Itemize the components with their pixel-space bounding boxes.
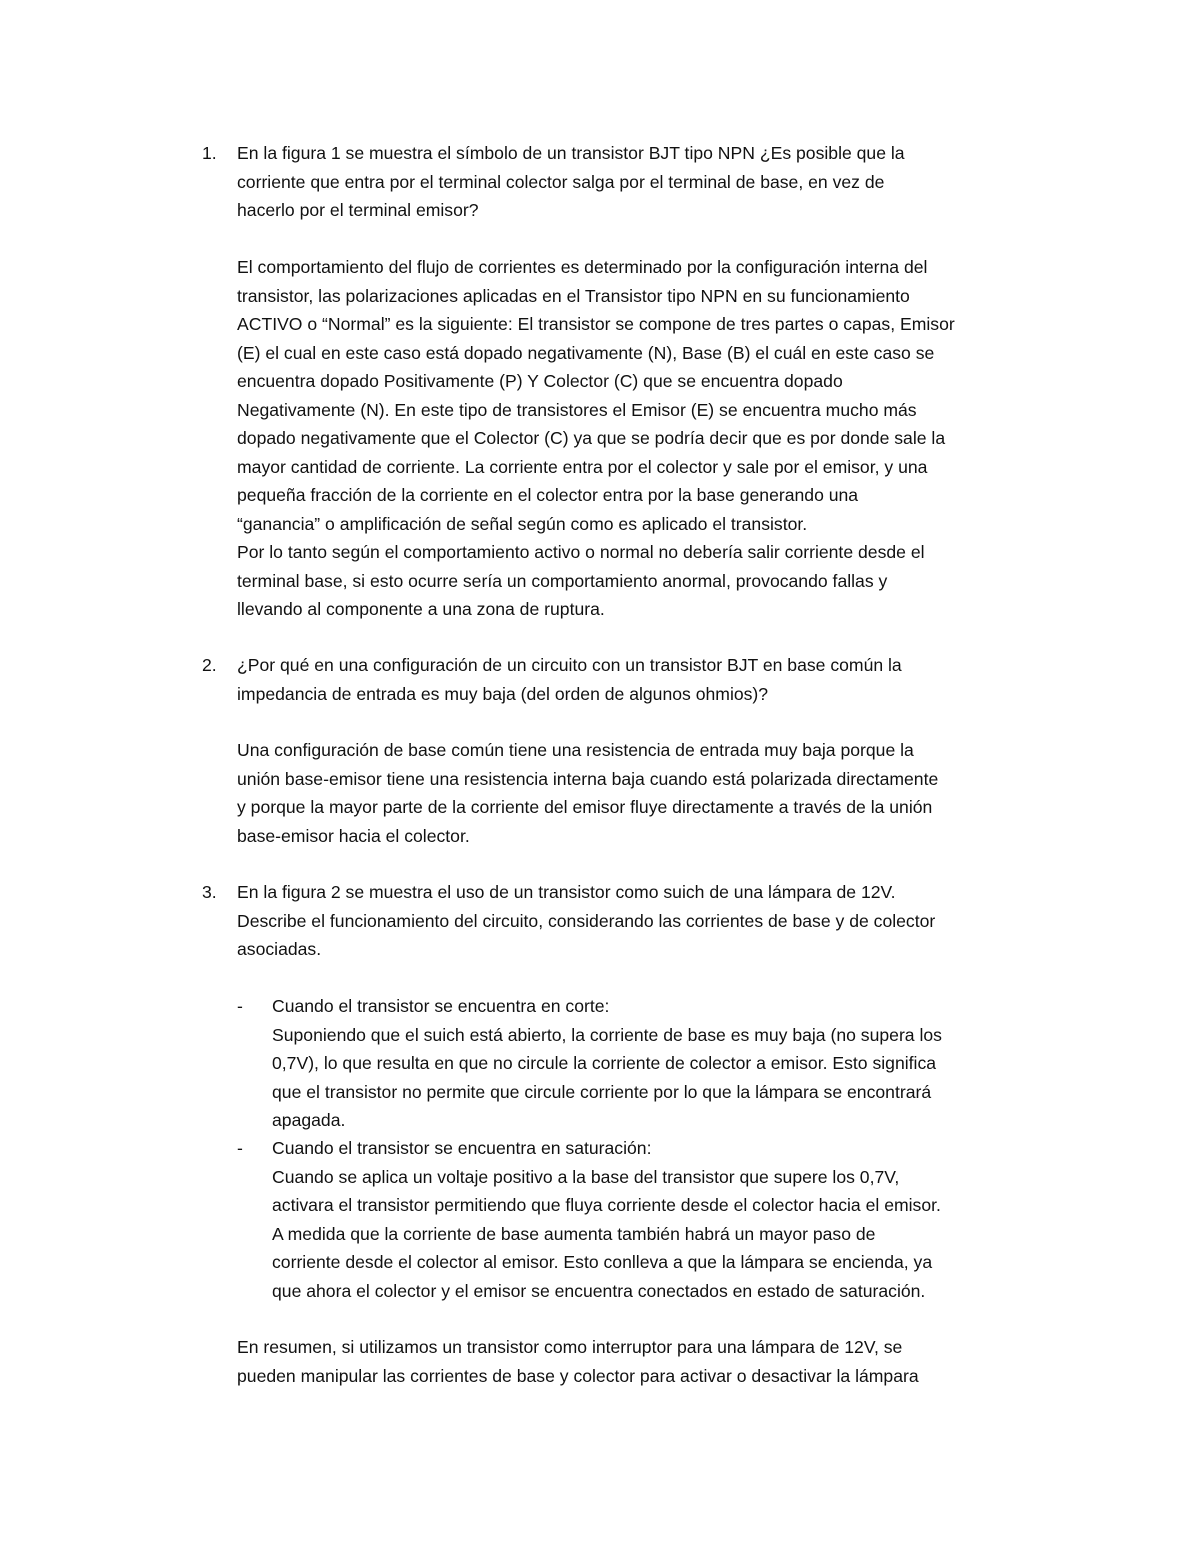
bullet-line: que el transistor no permite que circule corriente por lo que la lámpara se encontrará (272, 1081, 932, 1102)
question-1-line: corriente que entra por el terminal colector salga por el terminal de base, en vez de (237, 171, 885, 192)
answer-1-line: ACTIVO o “Normal” es la siguiente: El transistor se compone de tres partes o capas, Emisor (237, 314, 955, 334)
bullet-line: Cuando el transistor se encuentra en corte: (272, 996, 610, 1016)
answer-1-line: mayor cantidad de corriente. La corriente entra por el colector y sale por el emisor, y una (237, 456, 928, 477)
answer-1-line: encuentra dopado Positivamente (P) Y Colector (C) que se encuentra dopado (237, 371, 843, 391)
answer-1-line: Por lo tanto según el comportamiento activo o normal no debería salir corriente desde el (237, 542, 925, 562)
question-3-text (237, 878, 1047, 964)
bullet-marker: - (237, 1138, 243, 1158)
bullet-text (272, 1134, 1052, 1305)
answer-2-line: y porque la mayor parte de la corriente del emisor fluye directamente a través de la unión (237, 797, 933, 817)
question-1-number: 1. (202, 143, 217, 163)
question-3-line: Describe el funcionamiento del circuito, considerando las corrientes de base y de colector (237, 910, 936, 931)
bullet-line: Cuando el transistor se encuentra en saturación: (272, 1138, 652, 1158)
answer-1-line: “ganancia” o amplificación de señal según como es aplicado el transistor. (237, 513, 808, 534)
answer-1-line: llevando al componente a una zona de ruptura. (237, 599, 605, 619)
bullet-line: corriente desde el colector al emisor. Esto conlleva a que la lámpara se encienda, ya (272, 1252, 933, 1272)
answer-1-line: Negativamente (N). En este tipo de transistores el Emisor (E) se encuentra mucho más (237, 399, 917, 420)
bullet-line: 0,7V), lo que resulta en que no circule la corriente de colector a emisor. Esto significa (272, 1053, 937, 1073)
answer-2-line: Una configuración de base común tiene una resistencia de entrada muy baja porque la (237, 740, 914, 760)
summary-text (237, 1333, 1047, 1390)
question-2-line: ¿Por qué en una configuración de un circuito con un transistor BJT en base común la (237, 655, 902, 675)
question-1-line: En la figura 1 se muestra el símbolo de un transistor BJT tipo NPN ¿Es posible que la (237, 143, 905, 163)
answer-1-text (237, 253, 1047, 624)
answer-2-line: unión base-emisor tiene una resistencia interna baja cuando está polarizada directamente (237, 768, 939, 789)
question-2-line: impedancia de entrada es muy baja (del orden de algunos ohmios)? (237, 683, 769, 704)
question-1-text (237, 139, 1047, 225)
summary-line: En resumen, si utilizamos un transistor como interruptor para una lámpara de 12V, se (237, 1337, 903, 1357)
question-2-text (237, 651, 1047, 708)
question-3-number: 3. (202, 882, 217, 902)
bullet-line: que ahora el colector y el emisor se encuentra conectados en estado de saturación. (272, 1280, 926, 1301)
answer-1-line: El comportamiento del flujo de corrientes es determinado por la configuración interna del (237, 257, 928, 277)
answer-1-line: dopado negativamente que el Colector (C) ya que se podría decir que es por donde sale la (237, 428, 946, 448)
bullet-line: Suponiendo que el suich está abierto, la corriente de base es muy baja (no supera los (272, 1024, 942, 1045)
bullet-line: A medida que la corriente de base aumenta también habrá un mayor paso de (272, 1223, 876, 1244)
question-3-line: En la figura 2 se muestra el uso de un transistor como suich de una lámpara de 12V. (237, 882, 896, 902)
answer-1-line: (E) el cual en este caso está dopado negativamente (N), Base (B) el cuál en este caso se (237, 342, 935, 363)
bullet-line: Cuando se aplica un voltaje positivo a la base del transistor que supere los 0,7V, (272, 1166, 900, 1187)
answer-1-line: pequeña fracción de la corriente en el colector entra por la base generando una (237, 485, 859, 505)
bullet-text (272, 992, 1052, 1135)
answer-1-line: terminal base, si esto ocurre sería un comportamiento anormal, provocando fallas y (237, 570, 888, 591)
answer-2-line: base-emisor hacia el colector. (237, 825, 470, 846)
bullet-line: activara el transistor permitiendo que fluya corriente desde el colector hacia el emisor. (272, 1195, 941, 1215)
bullet-line: apagada. (272, 1110, 346, 1130)
summary-line: pueden manipular las corrientes de base y colector para activar o desactivar la lámpara (237, 1365, 919, 1386)
question-2-number: 2. (202, 655, 217, 675)
answer-2-text (237, 736, 1047, 850)
question-1-line: hacerlo por el terminal emisor? (237, 200, 479, 220)
answer-1-line: transistor, las polarizaciones aplicadas en el Transistor tipo NPN en su funcionamiento (237, 285, 910, 306)
bullet-marker: - (237, 996, 243, 1016)
question-3-line: asociadas. (237, 939, 322, 959)
